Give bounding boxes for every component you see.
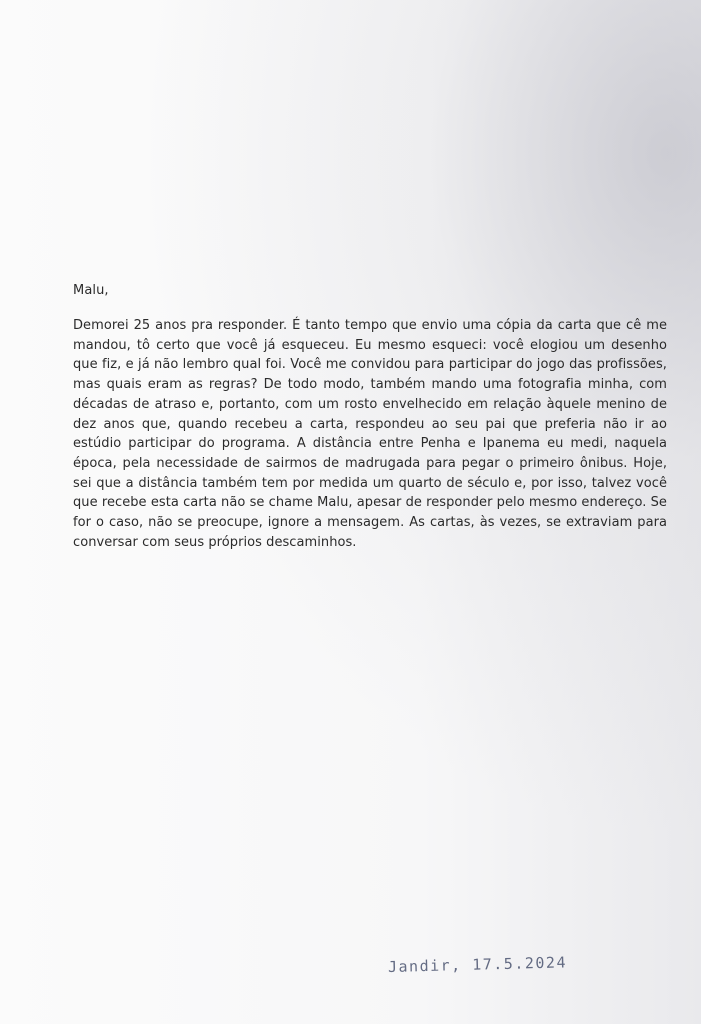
letter-salutation: Malu, (73, 283, 109, 298)
handwritten-signature: Jandir, 17.5.2024 (387, 953, 568, 976)
letter-body: Demorei 25 anos pra responder. É tanto tempo que envio uma cópia da carta que cê me mandou, tô certo que você já esqueceu. Eu mesmo esqueci: você elogiou um desenho que fiz, e já não lembro qual foi. Você me convidou para participar do jogo das profissões, mas quais eram as regras? De todo modo, também mando uma fotografia minha, com décadas de atraso e, portanto, com um rosto envelhecido em relação àquele menino de dez anos que, quando recebeu a carta, respondeu ao seu pai que preferia não ir ao estúdio participar do programa. A distância entre Penha e Ipanema eu medi, naquela época, pela necessidade de sairmos de madrugada para pegar o primeiro ônibus. Hoje, sei que a distância também tem por medida um quarto de século e, por isso, talvez você que recebe esta carta não se chame Malu, apesar de responder pelo mesmo endereço. Se for o caso, não se preocupe, ignore a mensagem. As cartas, às vezes, se extraviam para conversar com seus próprios descaminhos. (73, 318, 667, 550)
